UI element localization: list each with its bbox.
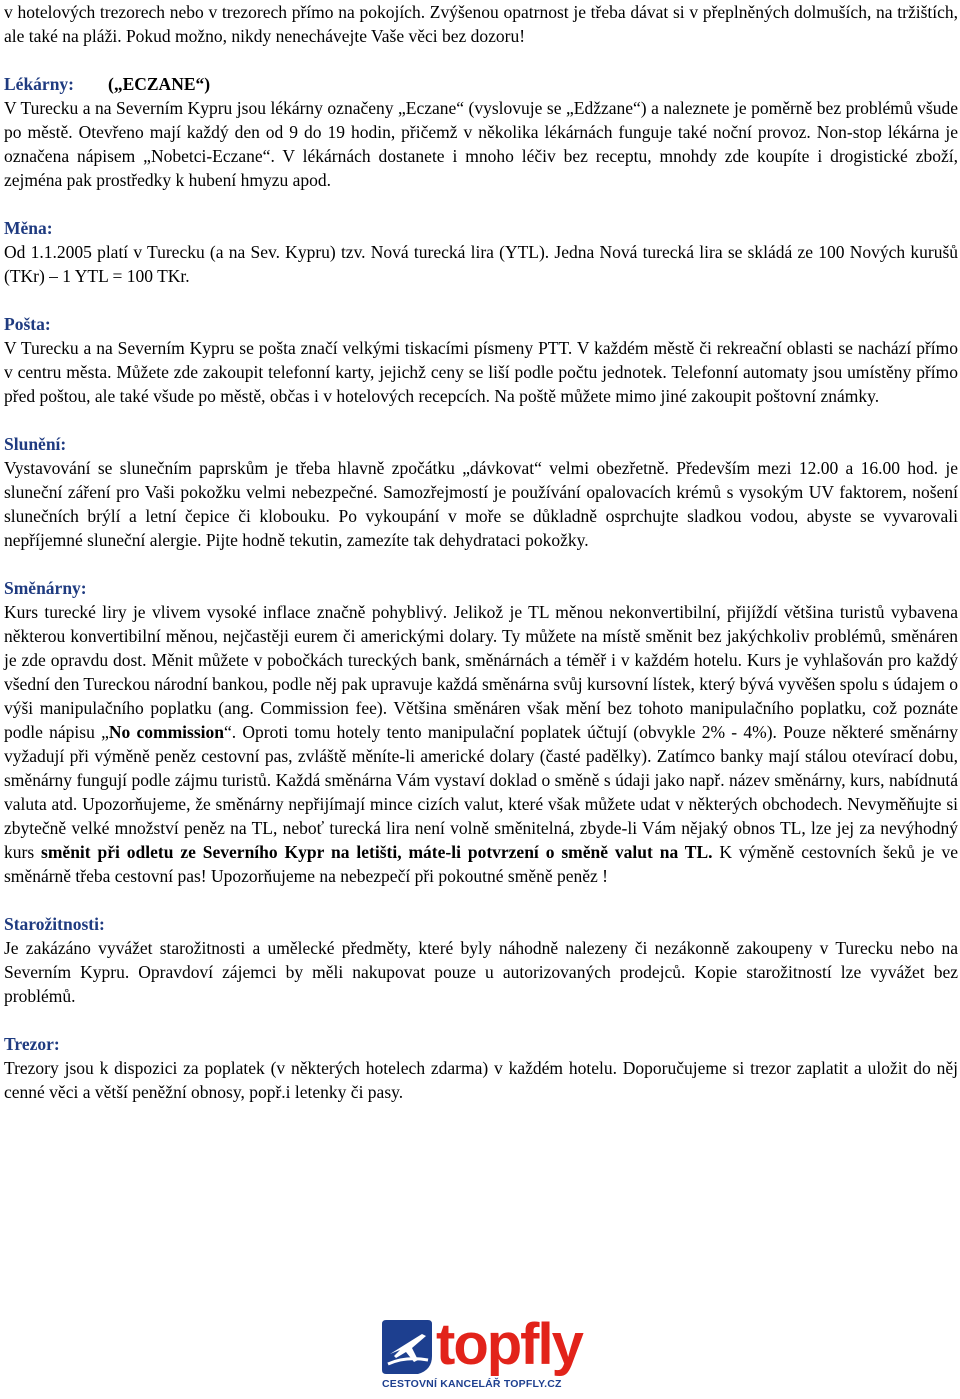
- section-heading-pharmacies: [4, 72, 958, 96]
- section-heading-currency: Měna:: [4, 218, 53, 238]
- exchange-bold-no-commission: No commission: [108, 722, 225, 742]
- intro-paragraph: v hotelových trezorech nebo v trezorech přímo na pokojích. Zvýšenou opatrnost je třeba dávat si v přeplněných dolmuších, na tržištích, ale také na pláži. Pokud možno, nikdy nenechávejte Vaše věci bez dozoru!: [4, 2, 958, 46]
- post-paragraph: V Turecku a na Severním Kypru se pošta značí velkými tiskacími písmeny PTT. V každém městě či rekreační oblasti se nachází přímo v centru města. Můžete zde zakoupit telefonní karty, jejichž ceny se liší podle počtu jednotek. Telefonní automaty jsou umístěny přímo před poštou, ale také všude po městě, občas i v hotelových recepcích. Na poště můžete mimo jiné zakoupit poštovní známky.: [4, 338, 958, 406]
- exchange-text-a: Kurs turecké liry je vlivem vysoké inflace značně pohyblivý. Jelikož je TL měnou nekonvertibilní, přijíždí většina turistů vybavena některou konvertibilní měnou, nejčastěji eurem či americkými dolary. Ty můžete na místě směnit bez jakýchkoliv problémů, směnáren je zde opravdu dost. Měnit můžete v pobočkách tureckých bank, směnárnách a téměř i v každém hotelu. Kurs je vyhlašován pro každý všední den Tureckou národní bankou, podle něj pak upravuje každá směnárna svůj kursovní lístek, který bývá vyvěšen spolu s údajem o výši manipulačního poplatku (ang. Commission fee). Většina směnáren však mění bez tohoto manipulačního poplatku, což poznáte podle nápisu „: [4, 602, 958, 742]
- section-heading-post: Pošta:: [4, 314, 51, 334]
- section-heading-safe: Trezor:: [4, 1034, 60, 1054]
- logo-wordmark: topfly: [436, 1312, 582, 1377]
- topfly-logo: [378, 1314, 588, 1396]
- antiques-paragraph: Je zakázáno vyvážet starožitnosti a umělecké předměty, které byly náhodně nalezeny či nezákonně zakoupeny v Turecku nebo na Severním Kypru. Opravdoví zájemci by měli nakupovat pouze u autorizovaných prodejců. Kopie starožitností lze vyvážet bez problémů.: [4, 938, 958, 1006]
- sun-paragraph: Vystavování se slunečním paprskům je třeba hlavně zpočátku „dávkovat“ velmi obezřetně. Především mezi 12.00 a 16.00 hod. je sluneční záření pro Vaši pokožku velmi nebezpečné. Samozřejmostí je používání opalovacích krémů s vysokým UV faktorem, nošení slunečních brýlí a letní čepice či klobouku. Po vykoupání v moře se důkladně osprchujte sladkou vodou, abyste se vyvarovali nepříjemné sluneční alergie. Pijte hodně tekutin, zamezíte tak dehydrataci pokožky.: [4, 458, 958, 550]
- exchange-bold-airport: směnit při odletu ze Severního Kypr na letišti, máte-li potvrzení o směně valut na TL.: [41, 842, 713, 862]
- exchange-paragraph: [4, 600, 958, 888]
- section-heading-exchange: Směnárny:: [4, 578, 87, 598]
- section-heading-antiques: Starožitnosti:: [4, 914, 105, 934]
- document-body: [4, 0, 958, 1104]
- pharmacies-heading-note: („ECZANE“): [108, 74, 211, 94]
- currency-paragraph: Od 1.1.2005 platí v Turecku (a na Sev. Kypru) tzv. Nová turecká lira (YTL). Jedna Nová turecká lira se skládá ze 100 Nových kurušů (TKr) – 1 YTL = 100 TKr.: [4, 242, 958, 286]
- exchange-text-c: K výměně cestovních šeků je ve směnárně třeba cestovní pas! Upozorňujeme na nebezpečí při pokoutné směně peněz !: [4, 842, 958, 886]
- logo-subtitle: CESTOVNÍ KANCELÁŘ TOPFLY.CZ: [382, 1378, 562, 1390]
- pharmacies-paragraph: V Turecku a na Severním Kypru jsou lékárny označeny „Eczane“ (vyslovuje se „Edžzane“) a naleznete je poměrně bez problémů všude po městě. Otevřeno mají každý den od 9 do 19 hodin, přičemž v několika lékárnách funguje také noční provoz. Non-stop lékárna je označena nápisem „Nobetci-Eczane“. V lékárnách dostanete i mnoho léčiv bez receptu, mnohdy zde koupíte i drogistické zboží, zejména pak prostředky k hubení hmyzu apod.: [4, 98, 958, 190]
- pharmacies-heading-label: Lékárny:: [4, 74, 74, 94]
- airplane-icon: [378, 1316, 436, 1378]
- safe-paragraph: Trezory jsou k dispozici za poplatek (v některých hotelech zdarma) v každém hotelu. Doporučujeme si trezor zaplatit a uložit do něj cenné věci a větší peněžní obnosy, popř.i letenky či pasy.: [4, 1058, 958, 1102]
- exchange-text-b: “. Oproti tomu hotely tento manipulační poplatek účtují (obvykle 2% - 4%). Pouze některé směnárny vyžadují při výměně peněz cestovní pas, zvláště měníte-li americké dolary (časté padělky). Zatímco banky mají stálou otevírací dobu, směnárny fungují podle zájmu turistů. Každá směnárna Vám vystaví doklad o směně s údaji jako např. název směnárny, kurs, nabídnutá valuta atd. Upozorňujeme, že směnárny nepřijímají mince cizích valut, které však můžete udat v některých obchodech. Nevyměňujte si zbytečně velké množství peněz na TL, neboť turecká lira není volně směnitelná, zbyde-li Vám nějaký obnos TL, lze jej za nevýhodný kurs: [4, 722, 958, 862]
- section-heading-sun: Slunění:: [4, 434, 67, 454]
